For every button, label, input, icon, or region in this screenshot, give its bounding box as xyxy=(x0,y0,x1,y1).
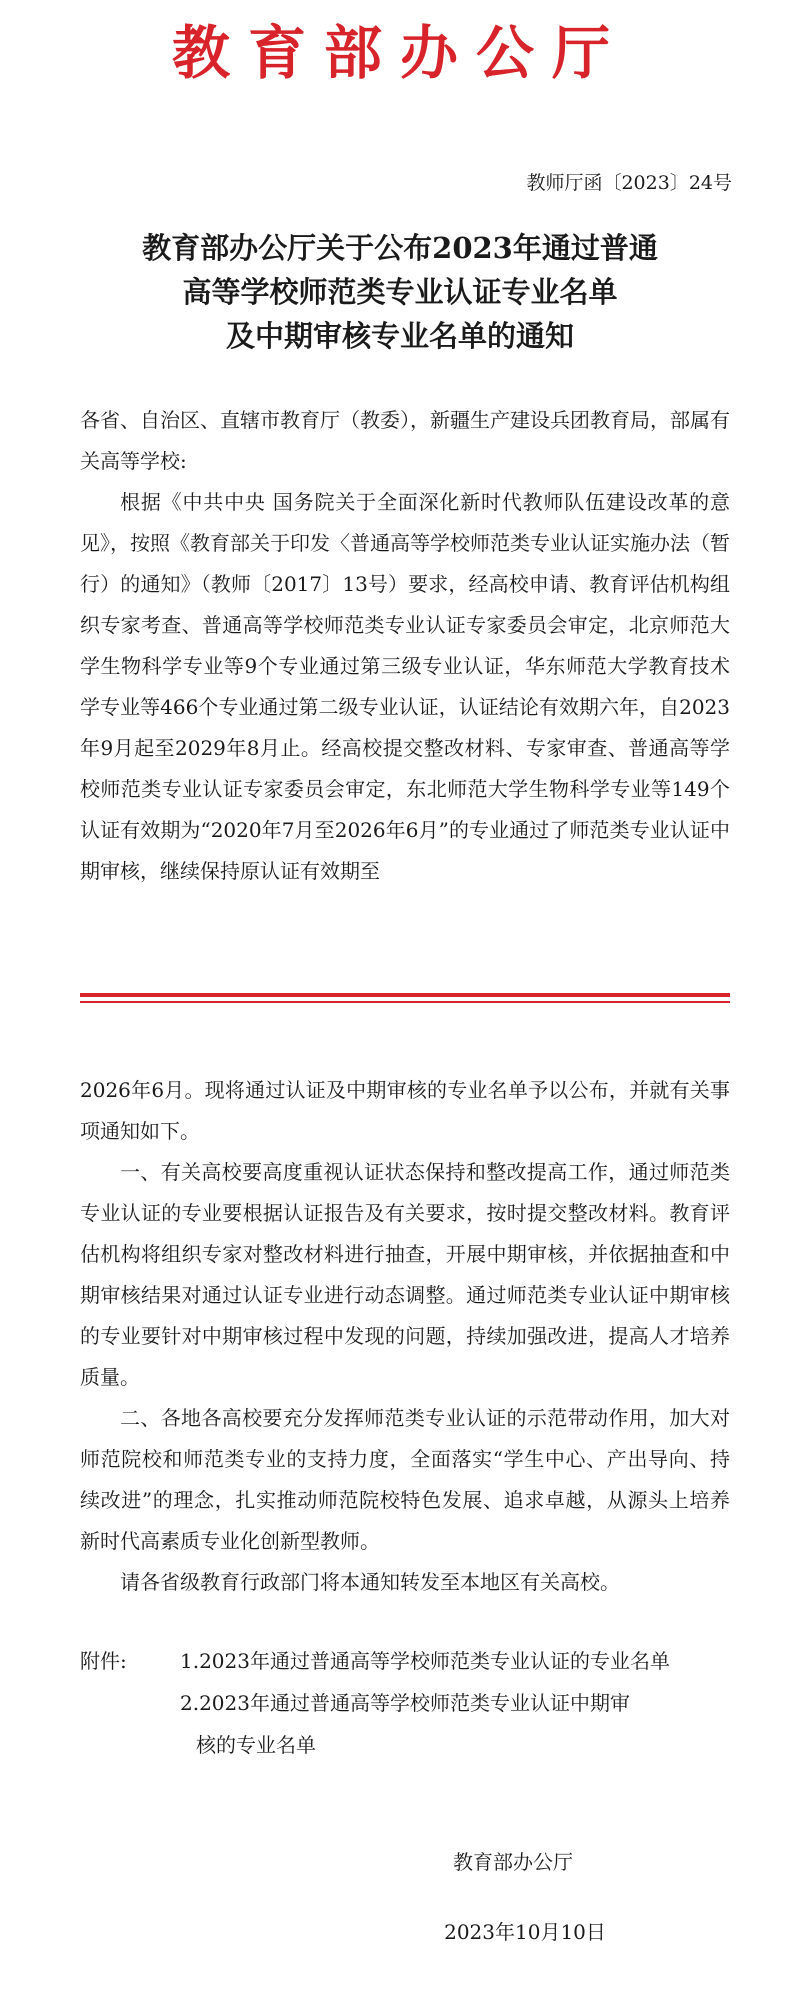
document-title xyxy=(60,226,740,358)
document-number: 教师厅函〔2023〕24号 xyxy=(526,172,732,194)
title-line-3: 及中期审核专业名单的通知 xyxy=(225,319,574,353)
paragraph-1: 根据《中共中央 国务院关于全面深化新时代教师队伍建设改革的意见》，按照《教育部关于印发〈普通高等学校师范类专业认证实施办法（暂行）的通知》（教师〔2017〕13号）要求，经高校申请、教育评估机构组织专家考查、普通高等学校师范类专业认证专家委员会审定，北京师范大学生物科学专业等9个专业通过第三级专业认证，华东师范大学教育技术学专业等466个专业通过第二级专业认证，认证结论有效期六年，自2023年9月起至2029年8月止。经高校提交整改材料、专家审查、普通高等学校师范类专业认证专家委员会审定，东北师范大学生物科学专业等149个认证有效期为“2020年7月至2026年6月”的专业通过了师范类专业认证中期审核，继续保持原认证有效期至 xyxy=(80,490,730,883)
paragraph-4: 请各省级教育行政部门将本通知转发至本地区有关高校。 xyxy=(120,1570,620,1594)
paragraph-2: 一、有关高校要高度重视认证状态保持和整改提高工作，通过师范类专业认证的专业要根据认证报告及有关要求，按时提交整改材料。教育评估机构将组织专家对整改材料进行抽查，开展中期审核，并依据抽查和中期审核结果对通过认证专业进行动态调整。通过师范类专业认证中期审核的专业要针对中期审核过程中发现的问题，持续加强改进，提高人才培养质量。 xyxy=(80,1160,730,1389)
body-section-2 xyxy=(80,1070,730,1603)
title-line-1: 教育部办公厅关于公布2023年通过普通 xyxy=(142,231,658,265)
attachment-2 xyxy=(180,1682,730,1766)
salutation: 各省、自治区、直辖市教育厅（教委），新疆生产建设兵团教育局，部属有关高等学校: xyxy=(80,408,730,473)
attachment-2-line-1: 2.2023年通过普通高等学校师范类专业认证中期审 xyxy=(180,1691,630,1715)
attachments-label: 附件: xyxy=(80,1649,127,1673)
letterhead-title: 教育部办公厅 xyxy=(171,19,628,87)
red-divider-thin xyxy=(80,1001,730,1003)
title-line-2: 高等学校师范类专业认证专业名单 xyxy=(182,275,618,309)
paragraph-1-continued: 2026年6月。现将通过认证及中期审核的专业名单予以公布，并就有关事项通知如下。 xyxy=(80,1078,730,1143)
red-divider-thick xyxy=(80,993,730,997)
body-section-1 xyxy=(80,400,730,892)
signature-date: 2023年10月10日 xyxy=(444,1920,606,1944)
attachment-2-line-2: 核的专业名单 xyxy=(196,1733,316,1757)
attachment-row-2 xyxy=(80,1682,730,1766)
signature-org: 教育部办公厅 xyxy=(453,1850,573,1874)
attachment-row-1 xyxy=(80,1640,730,1682)
paragraph-3: 二、各地各高校要充分发挥师范类专业认证的示范带动作用，加大对师范院校和师范类专业的支持力度，全面落实“学生中心、产出导向、持续改进”的理念，扎实推动师范院校特色发展、追求卓越，从源头上培养新时代高素质专业化创新型教师。 xyxy=(80,1406,730,1553)
attachment-1: 1.2023年通过普通高等学校师范类专业认证的专业名单 xyxy=(180,1649,670,1673)
attachments xyxy=(80,1640,730,1766)
